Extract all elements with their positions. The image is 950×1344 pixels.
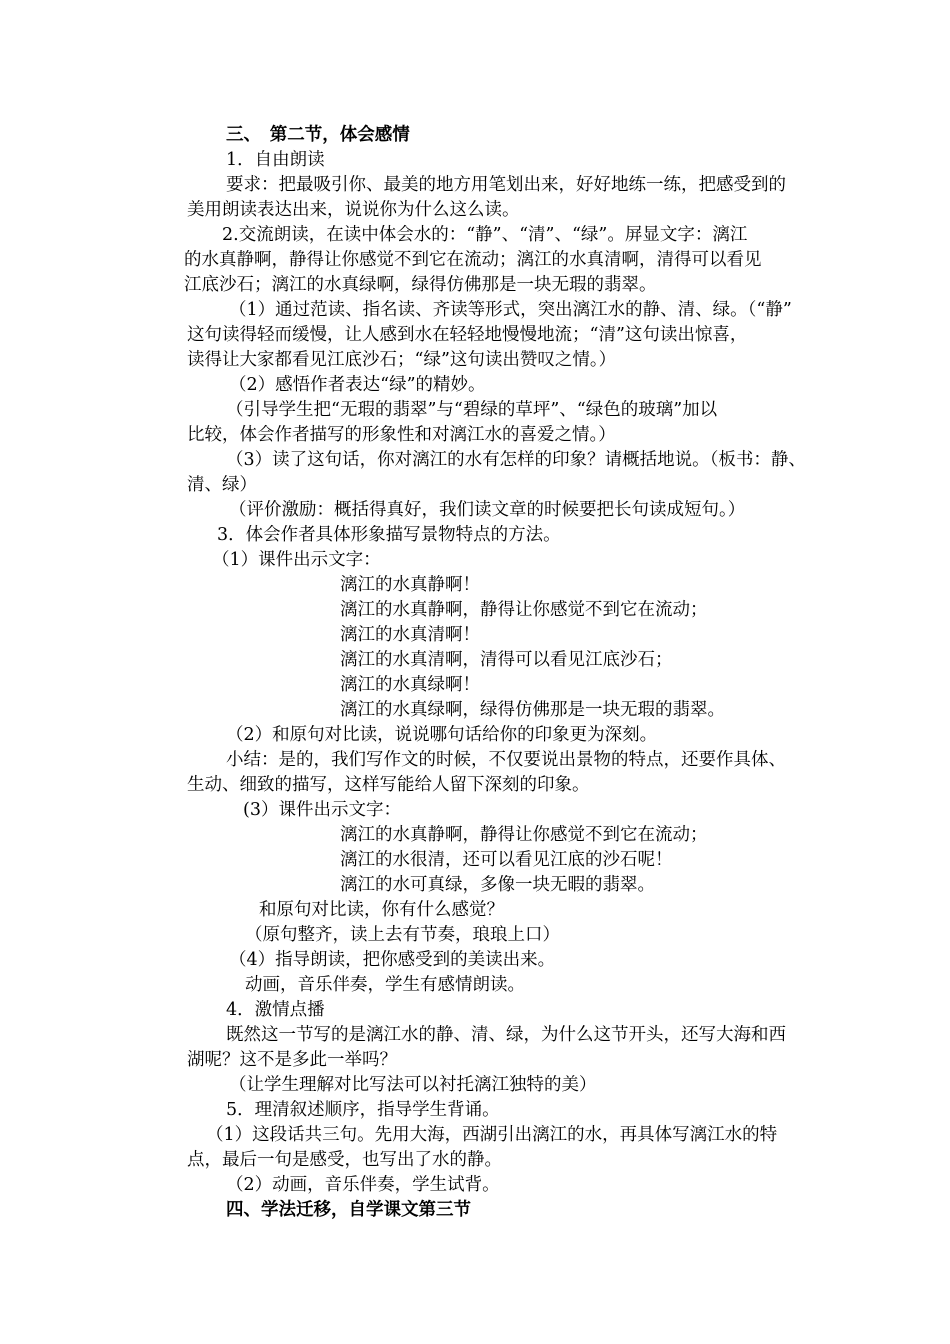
paragraph-line: （让学生理解对比写法可以衬托漓江独特的美） bbox=[229, 1075, 597, 1095]
paragraph-line: 既然这一节写的是漓江水的静、清、绿，为什么这节开头，还写大海和西 bbox=[226, 1025, 786, 1045]
paragraph-line: 和原句对比读，你有什么感觉？ bbox=[259, 900, 504, 920]
step-5-title: 5．理清叙述顺序，指导学生背诵。 bbox=[226, 1100, 500, 1120]
paragraph-line: （1）课件出示文字： bbox=[212, 550, 381, 570]
paragraph-line: （原句整齐，读上去有节奏，琅琅上口） bbox=[245, 925, 560, 945]
paragraph-line: 要求：把最吸引你、最美的地方用笔划出来，好好地练一练，把感受到的 bbox=[226, 175, 786, 195]
paragraph-line: （引导学生把“无瑕的翡翠”与“碧绿的草坪”、“绿色的玻璃”加以 bbox=[226, 400, 718, 420]
paragraph-line: （3）读了这句话，你对漓江的水有怎样的印象？请概括地说。（板书：静、 bbox=[226, 450, 806, 470]
paragraph-line: （4）指导朗读，把你感受到的美读出来。 bbox=[229, 950, 556, 970]
quoted-text-line: 漓江的水真清啊！ bbox=[340, 625, 480, 645]
paragraph-line: （2）感悟作者表达“绿”的精妙。 bbox=[229, 375, 486, 395]
quoted-text-line: 漓江的水真清啊，清得可以看见江底沙石； bbox=[340, 650, 673, 670]
paragraph-line: 读得让大家都看见江底沙石；“绿”这句读出赞叹之情。） bbox=[187, 350, 617, 370]
summary-line: 生动、细致的描写，这样写能给人留下深刻的印象。 bbox=[187, 775, 590, 795]
paragraph-line: 湖呢？这不是多此一举吗？ bbox=[187, 1050, 397, 1070]
paragraph-line: （评价激励：概括得真好，我们读文章的时候要把长句读成短句。） bbox=[229, 500, 746, 520]
paragraph-line: 的水真静啊，静得让你感觉不到它在流动；漓江的水真清啊，清得可以看见 bbox=[184, 250, 762, 270]
paragraph-line: （1）通过范读、指名读、齐读等形式，突出漓江水的静、清、绿。（“静” bbox=[229, 300, 792, 320]
quoted-text-line: 漓江的水很清，还可以看见江底的沙石呢！ bbox=[340, 850, 673, 870]
quoted-text-line: 漓江的水可真绿，多像一块无暇的翡翠。 bbox=[340, 875, 655, 895]
quoted-text-line: 漓江的水真绿啊，绿得仿佛那是一块无瑕的翡翠。 bbox=[340, 700, 725, 720]
section-heading-4: 四、学法迁移，自学课文第三节 bbox=[226, 1200, 471, 1220]
paragraph-line: 美用朗读表达出来，说说你为什么这么读。 bbox=[187, 200, 520, 220]
step-1-title: 1．自由朗读 bbox=[226, 150, 325, 170]
summary-line: 小结：是的，我们写作文的时候，不仅要说出景物的特点，还要作具体、 bbox=[226, 750, 786, 770]
quoted-text-line: 漓江的水真静啊，静得让你感觉不到它在流动； bbox=[340, 600, 708, 620]
quoted-text-line: 漓江的水真静啊！ bbox=[340, 575, 480, 595]
section-heading-3: 三、 第二节，体会感情 bbox=[226, 125, 410, 145]
paragraph-line: 江底沙石；漓江的水真绿啊，绿得仿佛那是一块无瑕的翡翠。 bbox=[184, 275, 657, 295]
step-2-title: 2.交流朗读，在读中体会水的：“静”、“清”、“绿”。屏显文字：漓江 bbox=[222, 225, 748, 245]
paragraph-line: 动画，音乐伴奏，学生有感情朗读。 bbox=[245, 975, 525, 995]
step-3-title: 3．体会作者具体形象描写景物特点的方法。 bbox=[217, 525, 561, 545]
paragraph-line: （2）动画，音乐伴奏，学生试背。 bbox=[226, 1175, 500, 1195]
paragraph-line: 清、绿） bbox=[187, 475, 257, 495]
paragraph-line: 这句读得轻而缓慢，让人感到水在轻轻地慢慢地流；“清”这句读出惊喜， bbox=[187, 325, 748, 345]
quoted-text-line: 漓江的水真绿啊！ bbox=[340, 675, 480, 695]
paragraph-line: （1）这段话共三句。先用大海，西湖引出漓江的水，再具体写漓江水的特 bbox=[206, 1125, 778, 1145]
paragraph-line: （2）和原句对比读，说说哪句话给你的印象更为深刻。 bbox=[226, 725, 658, 745]
paragraph-line: (3）课件出示文字： bbox=[243, 800, 401, 820]
paragraph-line: 比较，体会作者描写的形象性和对漓江水的喜爱之情。） bbox=[187, 425, 616, 445]
paragraph-line: 点，最后一句是感受，也写出了水的静。 bbox=[187, 1150, 502, 1170]
quoted-text-line: 漓江的水真静啊，静得让你感觉不到它在流动； bbox=[340, 825, 708, 845]
step-4-title: 4．激情点播 bbox=[226, 1000, 325, 1020]
